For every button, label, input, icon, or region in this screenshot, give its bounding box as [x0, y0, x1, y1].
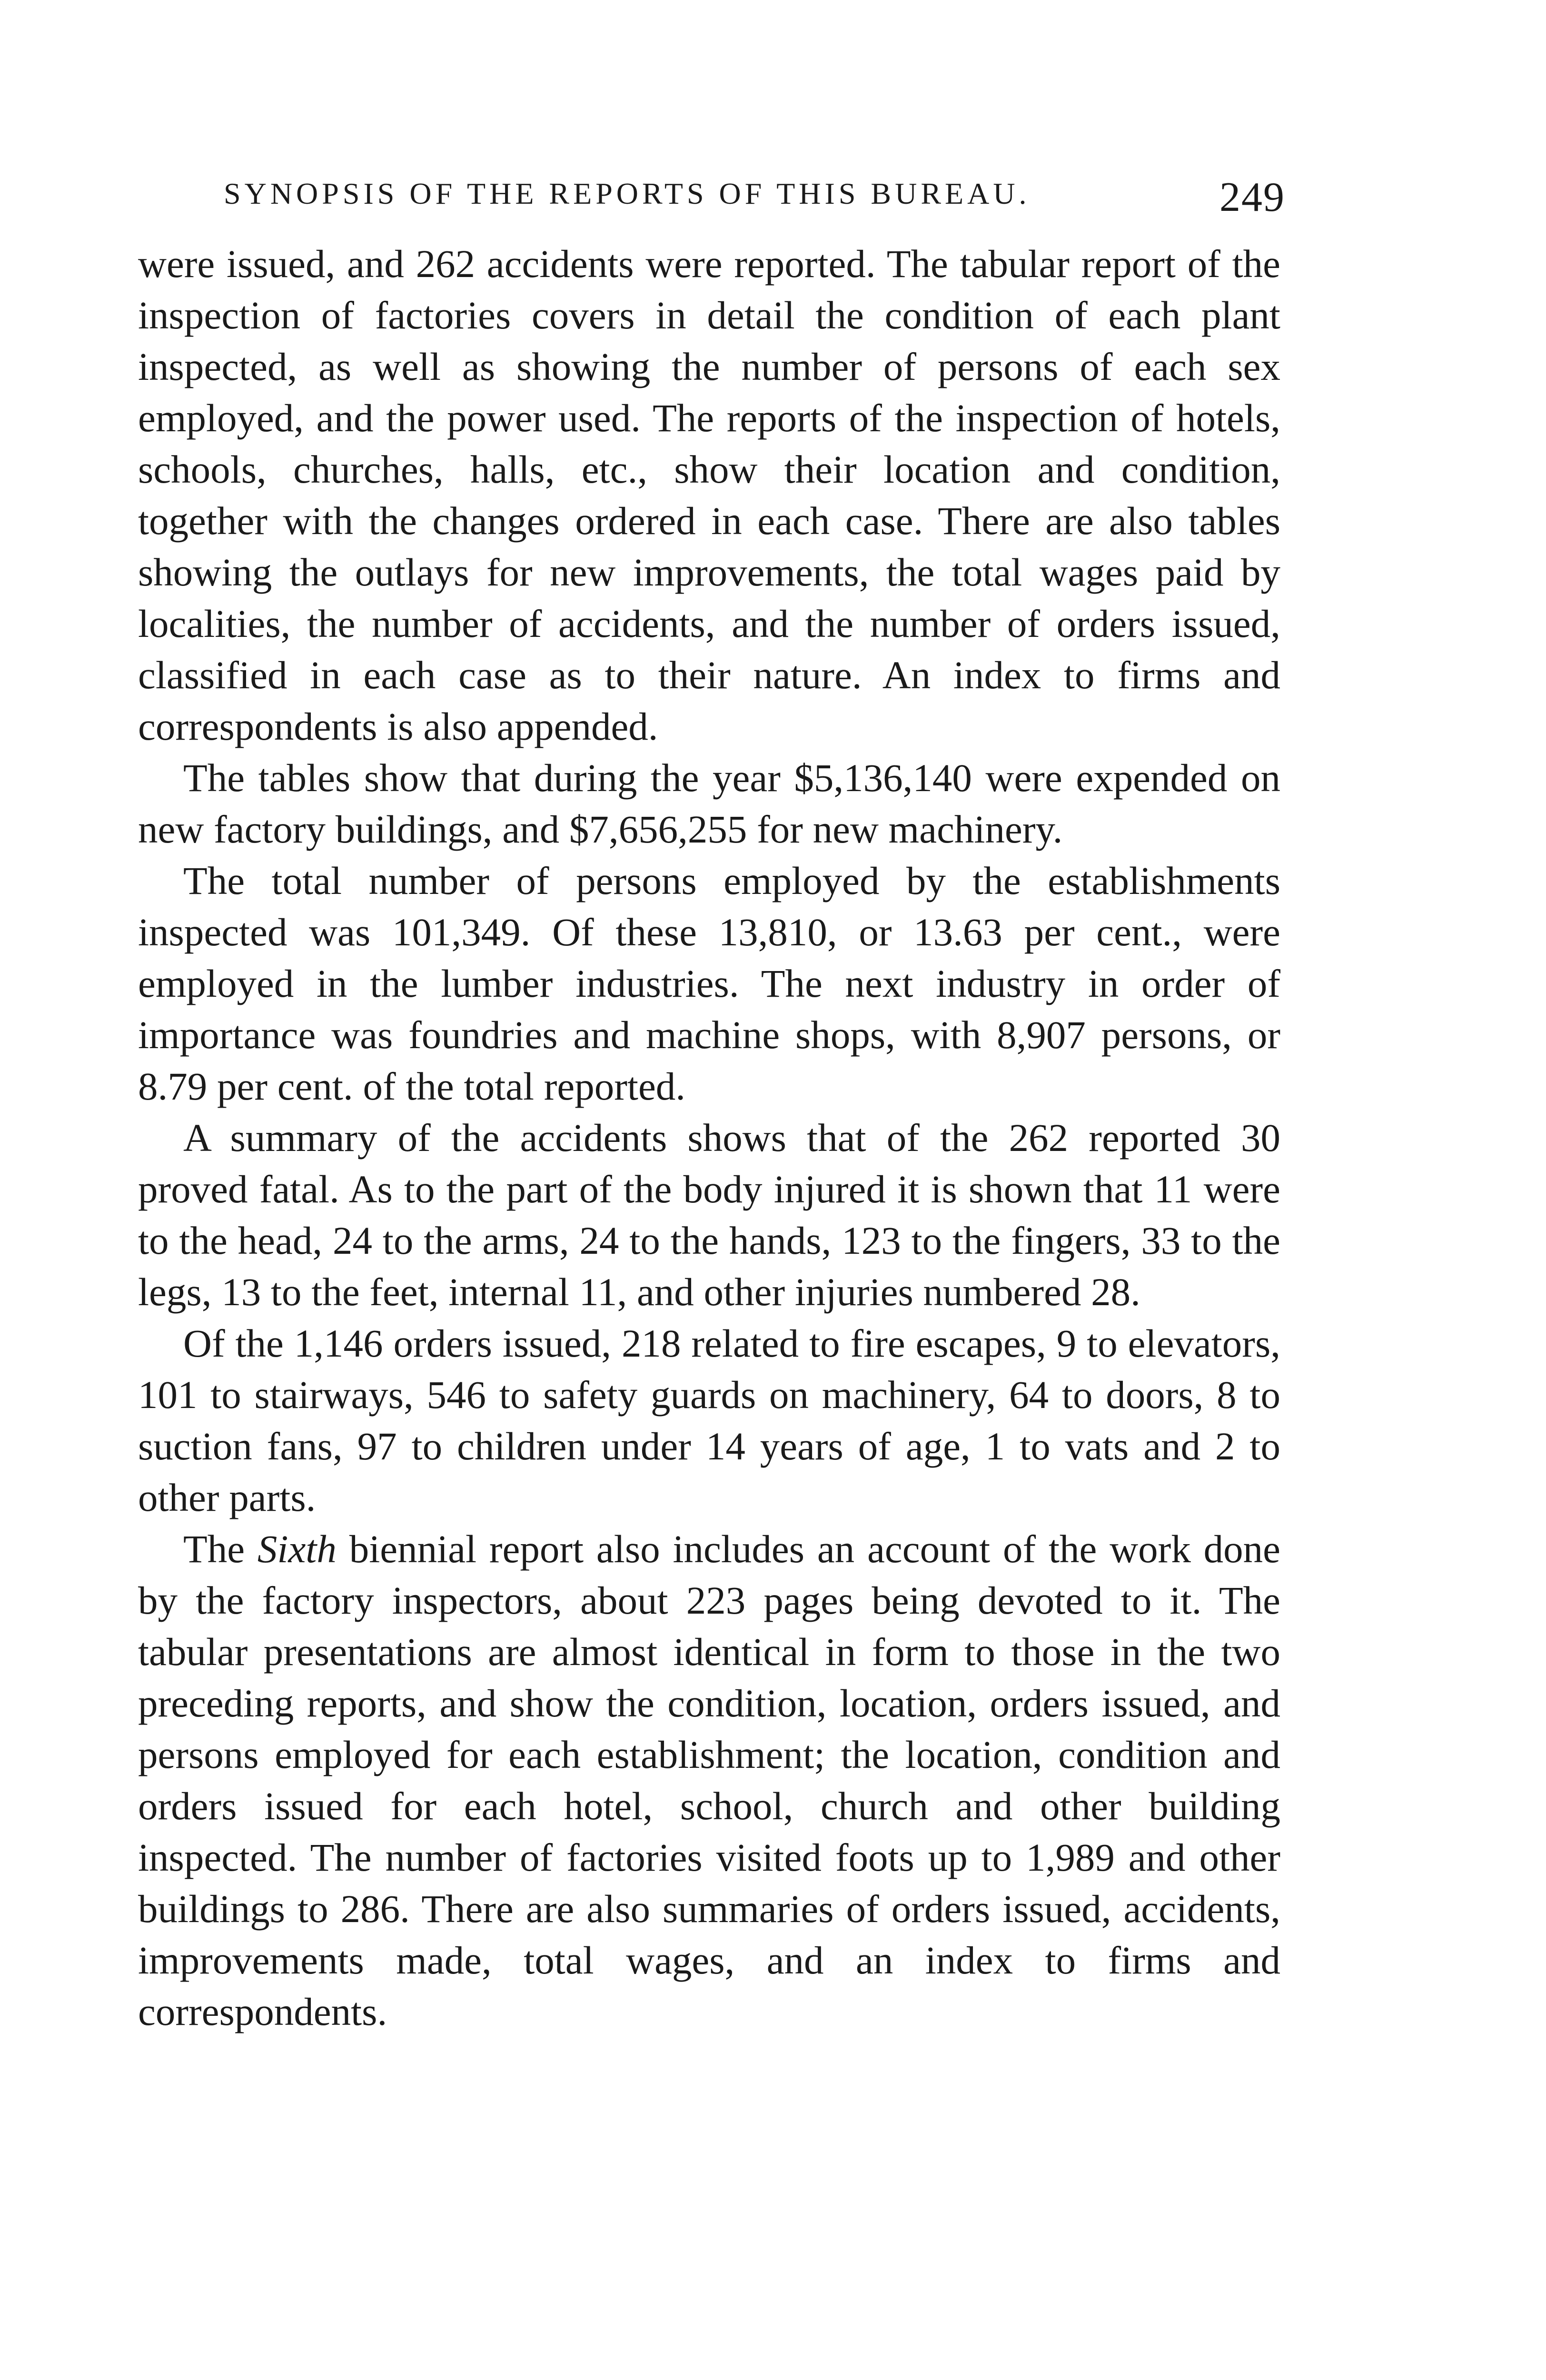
page-number: 249 [1219, 174, 1285, 220]
running-head: SYNOPSIS OF THE REPORTS OF THIS BUREAU. [224, 177, 1031, 210]
sixth-italic: Sixth [257, 1527, 337, 1571]
paragraph-persons-employed: The total number of persons employed by the establishments inspected was 101,349. Of these 13,810, or 13.63 per cent., were employed in the lumber industries. The next industry in order of importance was foundries and machine shops, with 8,907 persons, or 8.79 per cent. of the total reported. [138, 859, 1280, 1108]
page-header [138, 174, 1285, 233]
document-page [138, 174, 1285, 2037]
paragraph-orders-issued: Of the 1,146 orders issued, 218 related to fire escapes, 9 to elevators, 101 to stairways, 546 to safety guards on machinery, 64 to doors, 8 to suction fans, 97 to children under 14 years of age, 1 to vats and 2 to other parts. [138, 1321, 1280, 1519]
sixth-report-intro: The [183, 1527, 258, 1571]
paragraph-continuation: were issued, and 262 accidents were reported. The tabular report of the inspection of factories covers in detail the condition of each plant inspected, as well as showing the number of persons of each sex employed, and the power used. The reports of the inspection of hotels, schools, churches, halls, etc., show their location and condition, together with the changes ordered in each case. There are also tables showing the outlays for new improvements, the total wages paid by localities, the number of accidents, and the number of orders issued, classified in each case as to their nature. An index to firms and correspondents is also appended. [138, 242, 1280, 748]
paragraph-expenditures: The tables show that during the year $5,136,140 were expended on new factory buildings, and $7,656,255 for new machinery. [138, 756, 1280, 851]
body-text [138, 238, 1280, 2037]
sixth-report-body: biennial report also includes an account of the work done by the factory inspectors, about 223 pages being devoted to it. The tabular presentations are almost identical in form to those in the two preceding reports, and show the condition, location, orders issued, and persons employed for each establishment; the location, condition and orders issued for each hotel, school, church and other building inspected. The number of factories visited foots up to 1,989 and other buildings to 286. There are also summaries of orders issued, accidents, improvements made, total wages, and an index to firms and correspondents. [138, 1527, 1280, 2033]
paragraph-accidents-summary: A summary of the accidents shows that of the 262 reported 30 proved fatal. As to the part of the body injured it is shown that 11 were to the head, 24 to the arms, 24 to the hands, 123 to the fingers, 33 to the legs, 13 to the feet, internal 11, and other injuries numbered 28. [138, 1116, 1280, 1314]
paragraph-sixth-report [138, 1523, 1280, 2037]
